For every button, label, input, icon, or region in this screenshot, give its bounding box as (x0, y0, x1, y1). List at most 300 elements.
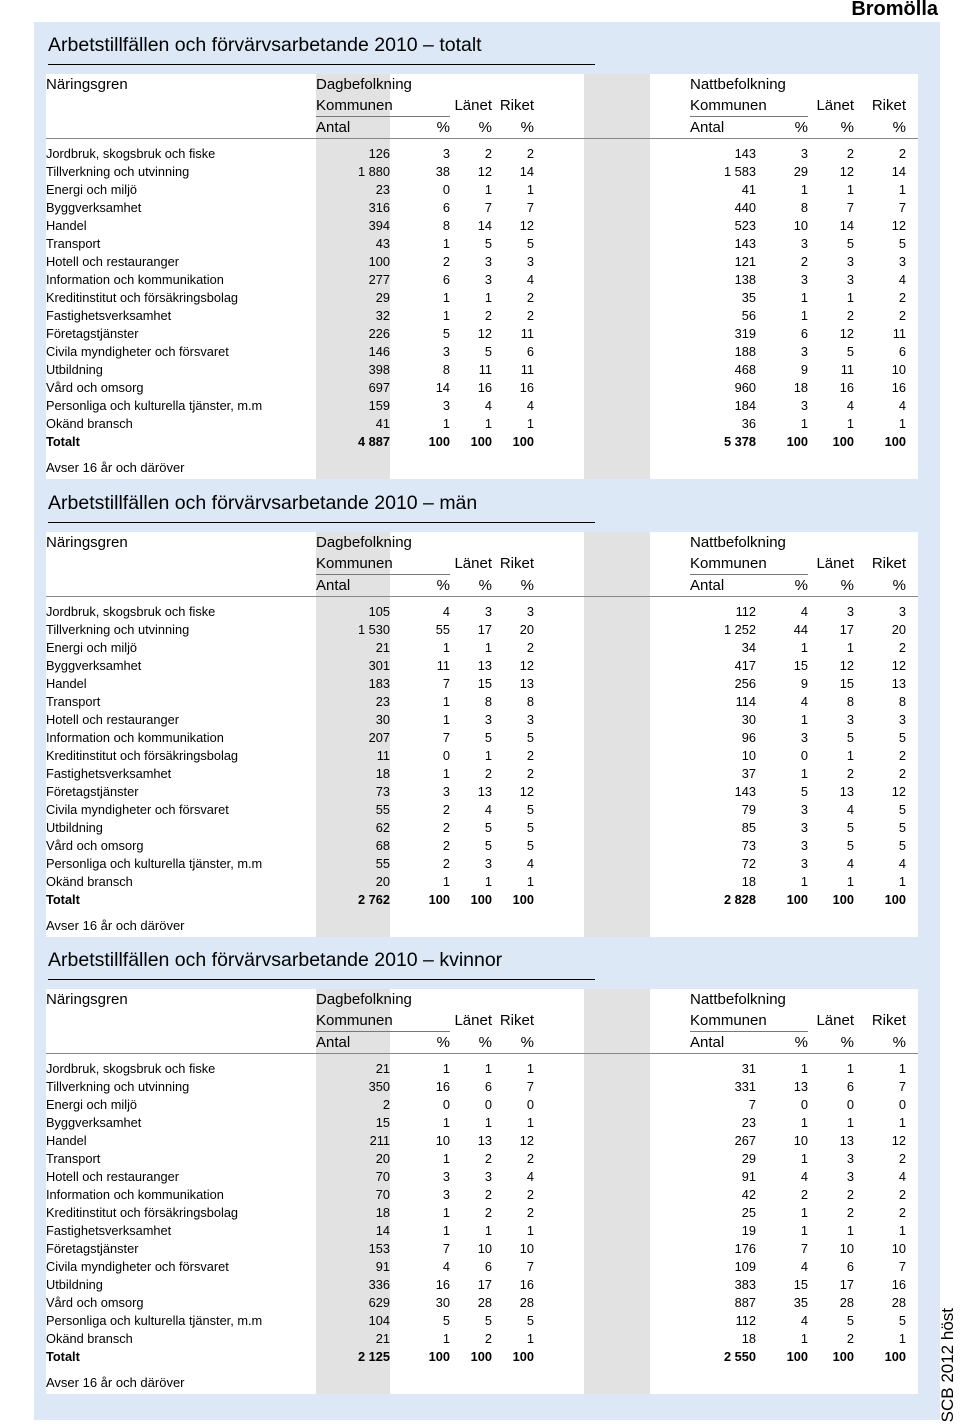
night-county-percent: 5 (846, 344, 854, 359)
industry-name: Utbildning (46, 1277, 103, 1292)
night-count: 18 (741, 874, 756, 889)
day-country-percent: 7 (526, 200, 534, 215)
empty-cell (906, 639, 918, 657)
night-municipality-percent: 0 (800, 748, 808, 763)
header-industry: Näringsgren (46, 76, 128, 93)
day-municipality-percent: 1 (442, 1331, 450, 1346)
day-county-percent: 5 (484, 1313, 492, 1328)
night-count: 85 (741, 820, 756, 835)
night-country-percent: 2 (898, 640, 906, 655)
night-count: 114 (735, 694, 756, 709)
night-country-percent: 1 (898, 1223, 906, 1238)
night-count: 96 (741, 730, 756, 745)
day-country-percent: 0 (526, 1097, 534, 1112)
night-count: 383 (734, 1277, 756, 1292)
night-municipality-percent: 1 (800, 1223, 808, 1238)
empty-cell (906, 1032, 918, 1053)
night-count: 5 378 (723, 434, 756, 449)
empty-cell (534, 1348, 690, 1366)
empty-cell (534, 1330, 690, 1348)
day-count: 70 (375, 1187, 390, 1202)
header-count: Antal (316, 1034, 351, 1051)
day-county-percent: 28 (477, 1295, 492, 1310)
empty-cell (906, 1150, 918, 1168)
night-county-percent: 3 (846, 254, 854, 269)
title-underline (48, 522, 595, 523)
empty-cell (906, 819, 918, 837)
day-count: 4 887 (357, 434, 390, 449)
day-municipality-percent: 1 (442, 1151, 450, 1166)
day-municipality-percent: 11 (436, 658, 450, 673)
empty-cell (534, 235, 690, 253)
night-county-percent: 4 (846, 856, 854, 871)
day-count: 73 (375, 784, 390, 799)
industry-name: Fastighetsverksamhet (46, 766, 172, 781)
day-country-percent: 2 (526, 748, 534, 763)
day-municipality-percent: 1 (442, 416, 450, 431)
header-county: Länet (454, 1012, 492, 1029)
night-county-percent: 5 (846, 838, 854, 853)
header-percent: % (794, 1034, 808, 1051)
empty-cell (906, 603, 918, 621)
night-country-percent: 100 (884, 434, 906, 449)
industry-name: Företagstjänster (46, 1241, 139, 1256)
day-municipality-percent: 3 (442, 784, 450, 799)
day-county-percent: 15 (477, 676, 492, 691)
night-count: 18 (741, 1331, 756, 1346)
night-county-percent: 16 (839, 380, 854, 395)
night-count: 2 828 (723, 892, 756, 907)
night-county-percent: 13 (839, 784, 854, 799)
night-county-percent: 5 (846, 236, 854, 251)
empty-cell (534, 1204, 690, 1222)
day-municipality-percent: 38 (435, 164, 450, 179)
day-country-percent: 1 (526, 874, 534, 889)
night-municipality-percent: 3 (800, 344, 808, 359)
day-country-percent: 11 (520, 326, 534, 341)
night-country-percent: 12 (891, 1133, 906, 1148)
empty-cell (534, 575, 690, 596)
empty-cell (534, 1258, 690, 1276)
day-country-percent: 2 (526, 1205, 534, 1220)
empty-cell (534, 343, 690, 361)
empty-cell (906, 145, 918, 163)
night-municipality-percent: 2 (800, 254, 808, 269)
day-municipality-percent: 0 (442, 182, 450, 197)
night-county-percent: 100 (832, 1349, 854, 1364)
empty-cell (534, 855, 690, 873)
day-count: 183 (368, 676, 390, 691)
day-count: 394 (368, 218, 390, 233)
night-municipality-percent: 1 (800, 416, 808, 431)
night-county-percent: 0 (846, 1097, 854, 1112)
day-municipality-percent: 1 (442, 290, 450, 305)
empty-cell (906, 711, 918, 729)
header-municipality: Kommunen (316, 1010, 450, 1032)
night-municipality-percent: 3 (800, 730, 808, 745)
industry-name: Information och kommunikation (46, 272, 224, 287)
night-municipality-percent: 1 (800, 766, 808, 781)
empty-cell (534, 639, 690, 657)
header-country: Riket (499, 555, 534, 572)
empty-cell (534, 1276, 690, 1294)
industry-name: Handel (46, 1133, 87, 1148)
empty-cell (534, 801, 690, 819)
night-municipality-percent: 4 (800, 604, 808, 619)
night-country-percent: 5 (898, 838, 906, 853)
empty-cell (906, 675, 918, 693)
header-country: Riket (871, 555, 906, 572)
night-municipality-percent: 3 (800, 398, 808, 413)
empty-cell (534, 837, 690, 855)
night-count: 72 (741, 856, 756, 871)
day-county-percent: 5 (484, 820, 492, 835)
industry-name: Energi och miljö (46, 640, 138, 655)
empty-cell (534, 989, 690, 1010)
night-county-percent: 1 (846, 182, 854, 197)
header-count: Antal (316, 119, 351, 136)
night-country-percent: 14 (891, 164, 906, 179)
industry-name: Fastighetsverksamhet (46, 1223, 172, 1238)
day-country-percent: 1 (526, 1115, 534, 1130)
empty-cell (534, 1186, 690, 1204)
night-municipality-percent: 29 (793, 164, 808, 179)
industry-name: Transport (46, 694, 101, 709)
day-count: 20 (375, 874, 390, 889)
industry-name: Byggverksamhet (46, 658, 142, 673)
empty-cell (534, 1032, 690, 1053)
day-municipality-percent: 100 (428, 434, 450, 449)
day-country-percent: 2 (526, 1151, 534, 1166)
empty-cell (906, 837, 918, 855)
night-count: 319 (734, 326, 756, 341)
header-count: Antal (690, 119, 725, 136)
night-municipality-percent: 4 (800, 1313, 808, 1328)
industry-name: Byggverksamhet (46, 1115, 142, 1130)
day-country-percent: 3 (526, 604, 534, 619)
industry-name: Hotell och restauranger (46, 1169, 180, 1184)
industry-name: Hotell och restauranger (46, 712, 180, 727)
night-county-percent: 1 (846, 416, 854, 431)
night-municipality-percent: 9 (800, 676, 808, 691)
empty-cell (906, 95, 918, 116)
day-country-percent: 1 (526, 416, 534, 431)
night-municipality-percent: 2 (800, 1187, 808, 1202)
night-country-percent: 1 (898, 874, 906, 889)
night-country-percent: 28 (891, 1295, 906, 1310)
day-county-percent: 5 (484, 730, 492, 745)
empty-cell (534, 819, 690, 837)
night-municipality-percent: 3 (800, 236, 808, 251)
night-county-percent: 1 (846, 1223, 854, 1238)
night-county-percent: 28 (839, 1295, 854, 1310)
title-underline (48, 979, 595, 980)
day-count: 68 (375, 838, 390, 853)
night-country-percent: 3 (898, 254, 906, 269)
night-county-percent: 12 (839, 658, 854, 673)
empty-cell (906, 235, 918, 253)
night-count: 256 (734, 676, 756, 691)
day-municipality-percent: 55 (435, 622, 450, 637)
table-grid (46, 989, 918, 1366)
night-county-percent: 1 (846, 290, 854, 305)
day-county-percent: 100 (470, 434, 492, 449)
empty-cell (906, 379, 918, 397)
day-count: 629 (368, 1295, 390, 1310)
day-municipality-percent: 16 (435, 1277, 450, 1292)
industry-name: Utbildning (46, 362, 103, 377)
industry-name: Tillverkning och utvinning (46, 164, 190, 179)
header-county: Länet (816, 555, 854, 572)
night-county-percent: 5 (846, 1313, 854, 1328)
day-country-percent: 3 (526, 254, 534, 269)
night-country-percent: 12 (891, 218, 906, 233)
industry-name: Personliga och kulturella tjänster, m.m (46, 1313, 263, 1328)
day-county-percent: 5 (484, 838, 492, 853)
header-country: Riket (871, 97, 906, 114)
tables-panel (34, 22, 940, 1420)
industry-name: Utbildning (46, 820, 103, 835)
night-county-percent: 2 (846, 308, 854, 323)
empty-cell (906, 1240, 918, 1258)
night-count: 42 (741, 1187, 756, 1202)
day-county-percent: 2 (484, 1187, 492, 1202)
day-country-percent: 28 (519, 1295, 534, 1310)
day-country-percent: 5 (526, 236, 534, 251)
night-count: 10 (741, 748, 756, 763)
empty-cell (534, 675, 690, 693)
day-county-percent: 1 (484, 874, 492, 889)
night-country-percent: 2 (898, 1205, 906, 1220)
day-country-percent: 7 (526, 1259, 534, 1274)
day-country-percent: 8 (526, 694, 534, 709)
night-country-percent: 1 (898, 416, 906, 431)
empty-cell (906, 1222, 918, 1240)
day-county-percent: 3 (484, 254, 492, 269)
header-percent: % (436, 1034, 450, 1051)
night-municipality-percent: 1 (800, 1115, 808, 1130)
night-count: 143 (734, 146, 756, 161)
day-county-percent: 1 (484, 290, 492, 305)
day-municipality-percent: 1 (442, 712, 450, 727)
day-county-percent: 100 (470, 1349, 492, 1364)
day-count: 153 (368, 1241, 390, 1256)
night-county-percent: 5 (846, 730, 854, 745)
night-county-percent: 11 (840, 362, 854, 377)
section-title: Arbetstillfällen och förvärvsarbetande 2010 – totalt (48, 34, 482, 56)
day-county-percent: 17 (477, 1277, 492, 1292)
day-municipality-percent: 1 (442, 1205, 450, 1220)
night-count: 468 (734, 362, 756, 377)
empty-cell (906, 575, 918, 596)
night-country-percent: 12 (891, 658, 906, 673)
day-count: 226 (368, 326, 390, 341)
section-title: Arbetstillfällen och förvärvsarbetande 2010 – kvinnor (48, 949, 503, 971)
day-count: 91 (375, 1259, 390, 1274)
day-count: 2 (382, 1097, 390, 1112)
header-percent: % (520, 119, 534, 136)
night-count: 112 (735, 1313, 756, 1328)
empty-cell (534, 433, 690, 451)
night-county-percent: 15 (839, 676, 854, 691)
empty-cell (534, 1010, 690, 1031)
day-county-percent: 6 (484, 1259, 492, 1274)
night-country-percent: 4 (898, 1169, 906, 1184)
day-municipality-percent: 4 (442, 604, 450, 619)
night-count: 960 (734, 380, 756, 395)
night-county-percent: 2 (846, 1187, 854, 1202)
night-county-percent: 2 (846, 1205, 854, 1220)
night-county-percent: 2 (846, 1331, 854, 1346)
header-count: Antal (690, 1034, 725, 1051)
day-count: 336 (368, 1277, 390, 1292)
empty-cell (906, 1010, 918, 1031)
night-country-percent: 5 (898, 1313, 906, 1328)
day-country-percent: 1 (526, 182, 534, 197)
day-county-percent: 16 (477, 380, 492, 395)
day-municipality-percent: 3 (442, 1187, 450, 1202)
night-municipality-percent: 0 (800, 1097, 808, 1112)
night-municipality-percent: 3 (800, 272, 808, 287)
header-count: Antal (690, 577, 725, 594)
empty-cell (534, 765, 690, 783)
empty-cell (534, 307, 690, 325)
night-municipality-percent: 4 (800, 1169, 808, 1184)
day-municipality-percent: 14 (435, 380, 450, 395)
day-country-percent: 6 (526, 344, 534, 359)
day-municipality-percent: 5 (442, 326, 450, 341)
day-county-percent: 2 (484, 1205, 492, 1220)
empty-cell (46, 1010, 316, 1031)
empty-cell (534, 783, 690, 801)
night-country-percent: 8 (898, 694, 906, 709)
header-percent: % (520, 577, 534, 594)
day-count: 23 (375, 182, 390, 197)
night-county-percent: 2 (846, 146, 854, 161)
empty-cell (534, 1312, 690, 1330)
night-country-percent: 1 (898, 182, 906, 197)
day-country-percent: 16 (519, 380, 534, 395)
night-municipality-percent: 3 (800, 838, 808, 853)
night-municipality-percent: 1 (800, 1061, 808, 1076)
night-count: 91 (741, 1169, 756, 1184)
empty-cell (906, 532, 918, 553)
day-county-percent: 11 (478, 362, 492, 377)
day-country-percent: 1 (526, 1061, 534, 1076)
empty-cell (534, 271, 690, 289)
night-country-percent: 7 (898, 1259, 906, 1274)
header-municipality: Kommunen (690, 95, 808, 117)
day-count: 15 (375, 1115, 390, 1130)
day-municipality-percent: 7 (442, 730, 450, 745)
day-county-percent: 1 (484, 748, 492, 763)
industry-name: Företagstjänster (46, 784, 139, 799)
night-country-percent: 2 (898, 748, 906, 763)
day-county-percent: 6 (484, 1079, 492, 1094)
day-county-percent: 0 (484, 1097, 492, 1112)
industry-name: Vård och omsorg (46, 838, 144, 853)
night-count: 73 (741, 838, 756, 853)
industry-name: Kreditinstitut och försäkringsbolag (46, 290, 239, 305)
night-municipality-percent: 15 (793, 658, 808, 673)
day-municipality-percent: 8 (442, 218, 450, 233)
day-county-percent: 4 (484, 802, 492, 817)
industry-name: Information och kommunikation (46, 1187, 224, 1202)
night-count: 417 (734, 658, 756, 673)
night-count: 36 (741, 416, 756, 431)
source-footer: SCB 2012 höst (938, 1307, 957, 1422)
night-county-percent: 1 (846, 748, 854, 763)
day-county-percent: 13 (477, 784, 492, 799)
industry-name: Transport (46, 236, 101, 251)
empty-cell (906, 873, 918, 891)
day-county-percent: 2 (484, 1151, 492, 1166)
night-count: 31 (741, 1061, 756, 1076)
night-county-percent: 10 (839, 1241, 854, 1256)
day-count: 62 (375, 820, 390, 835)
empty-cell (906, 74, 918, 95)
empty-cell (906, 783, 918, 801)
day-municipality-percent: 1 (442, 766, 450, 781)
empty-cell (46, 95, 316, 116)
empty-cell (906, 729, 918, 747)
night-count: 176 (734, 1241, 756, 1256)
empty-cell (906, 1276, 918, 1294)
day-county-percent: 3 (484, 856, 492, 871)
night-country-percent: 7 (898, 200, 906, 215)
night-municipality-percent: 7 (800, 1241, 808, 1256)
day-count: 207 (368, 730, 390, 745)
header-percent: % (892, 577, 906, 594)
night-county-percent: 13 (839, 1133, 854, 1148)
empty-cell (534, 1114, 690, 1132)
industry-name: Fastighetsverksamhet (46, 308, 172, 323)
day-county-percent: 100 (470, 892, 492, 907)
header-percent: % (892, 119, 906, 136)
industry-name: Kreditinstitut och försäkringsbolag (46, 748, 239, 763)
industry-name: Kreditinstitut och försäkringsbolag (46, 1205, 239, 1220)
day-country-percent: 3 (526, 712, 534, 727)
night-country-percent: 12 (891, 784, 906, 799)
day-count: 2 762 (357, 892, 390, 907)
day-municipality-percent: 100 (428, 1349, 450, 1364)
title-underline (48, 64, 595, 65)
empty-cell (534, 1222, 690, 1240)
empty-cell (906, 891, 918, 909)
footnote: Avser 16 år och däröver (46, 918, 185, 933)
empty-cell (534, 415, 690, 433)
night-count: 56 (741, 308, 756, 323)
day-count: 29 (375, 290, 390, 305)
empty-cell (534, 603, 690, 621)
night-count: 2 550 (723, 1349, 756, 1364)
header-day-population: Dagbefolkning (316, 991, 412, 1008)
night-count: 267 (734, 1133, 756, 1148)
day-municipality-percent: 5 (442, 1313, 450, 1328)
night-county-percent: 17 (839, 622, 854, 637)
night-count: 37 (741, 766, 756, 781)
day-municipality-percent: 1 (442, 1061, 450, 1076)
day-county-percent: 17 (477, 622, 492, 637)
header-percent: % (892, 1034, 906, 1051)
day-count: 159 (368, 398, 390, 413)
header-percent: % (794, 577, 808, 594)
night-county-percent: 1 (846, 640, 854, 655)
night-municipality-percent: 100 (786, 892, 808, 907)
data-table (46, 989, 918, 1394)
day-municipality-percent: 3 (442, 1169, 450, 1184)
day-county-percent: 7 (484, 200, 492, 215)
